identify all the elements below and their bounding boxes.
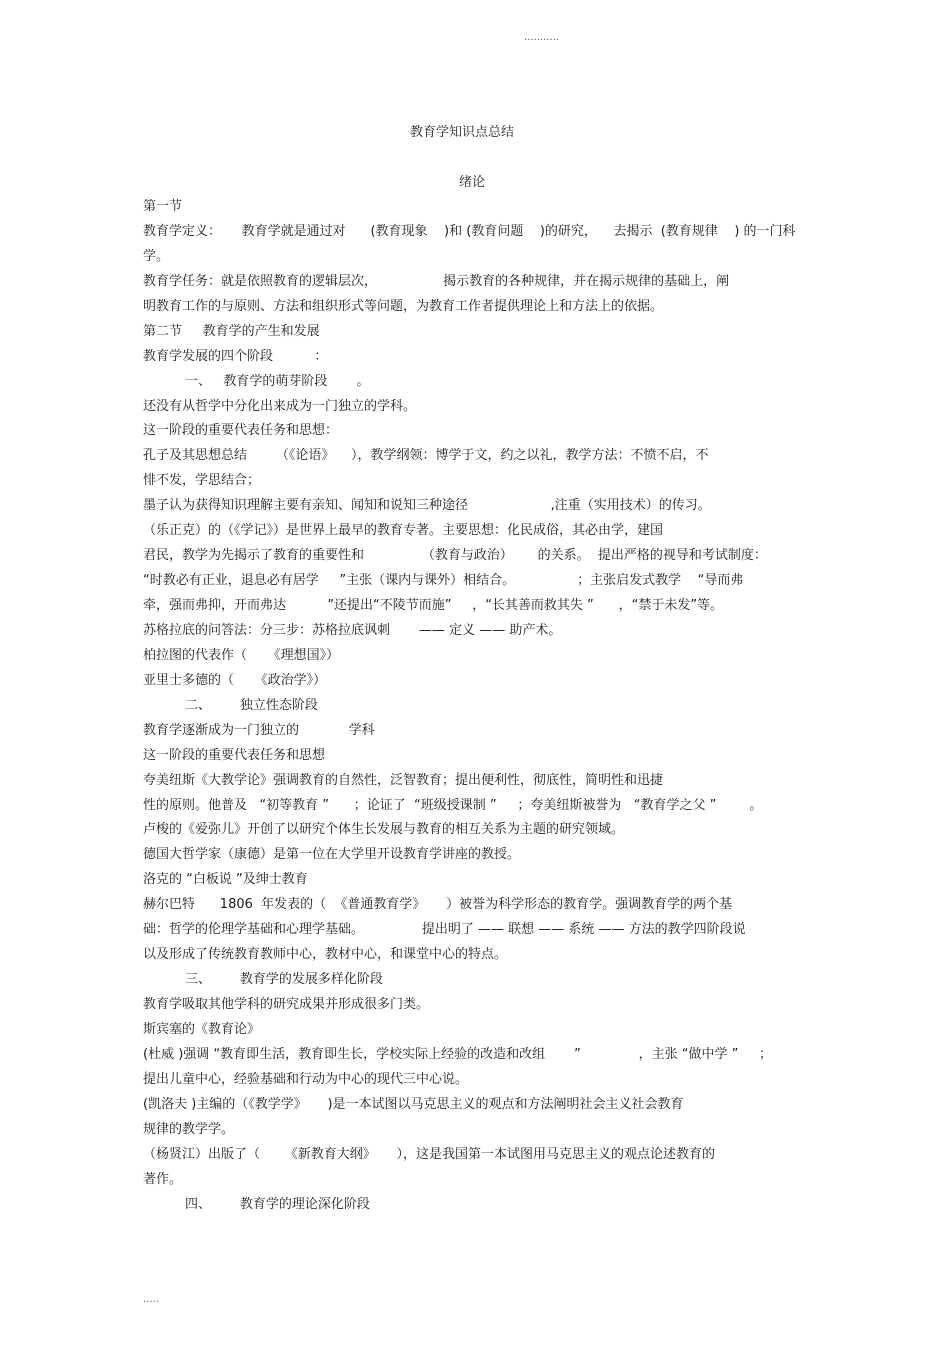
chapter-heading: 绪论	[458, 175, 485, 190]
paragraph-line: 亚里士多德的（ 《政治学》）	[143, 672, 327, 688]
paragraph-line: 还没有从哲学中分化出来成为一门独立的学科。	[143, 398, 417, 414]
paragraph-line: (凯洛夫 )主编的（《教学学》 )是一本试图以马克思主义的观点和方法阐明社会主义社会教育	[143, 1096, 684, 1112]
body-text	[143, 195, 803, 1217]
paragraph-line: （杨贤江）出版了（ 《新教育大纲》 ），这是我国第一本试图用马克思主义的观点论述教育的	[143, 1146, 715, 1162]
document-title: 教育学知识点总结	[409, 125, 514, 140]
paragraph-line: （乐正克）的（《学记》）是世界上最早的教育专著。主要思想：化民成俗，其必由学，建国	[143, 523, 664, 539]
section-heading: 第一节	[143, 199, 183, 214]
stage-heading: 一、 教育学的萌芽阶段 。	[185, 373, 370, 389]
paragraph-line: 夸美纽斯《大教学论》强调教育的自然性，泛智教育；提出便利性，彻底性，简明性和迅捷	[143, 772, 664, 788]
paragraph-line: (杜威 )强调 “教育即生活，教育即生长，学校实际上经验的改造和改组 ” ，主张 “做中学 ” ；	[143, 1046, 773, 1062]
stage-heading: 四、 教育学的理论深化阶段	[185, 1196, 370, 1212]
paragraph-line: 教育学定义： 教育学就是通过对 (教育现象 )和 (教育问题 )的研究， 去揭示 (教育规律 ) 的一门科	[143, 223, 796, 239]
paragraph-line: 洛克的 “白板说 ”及绅士教育	[143, 872, 308, 888]
stage-heading: 三、 教育学的发展多样化阶段	[185, 972, 383, 988]
paragraph-line: 悱不发，学思结合；	[143, 473, 261, 489]
paragraph-line: 提出儿童中心，经验基础和行动为中心的现代三中心说。	[143, 1071, 469, 1087]
paragraph-line: 教育学吸取其他学科的研究成果并形成很多门类。	[143, 997, 430, 1012]
paragraph-line: 牵，强而弗抑，开而弗达 ”还提出“不陵节而施” ，“长其善而救其失 ” ，“禁于未发”等。	[143, 598, 724, 613]
paragraph-line: 苏格拉底的问答法：分三步：苏格拉底讽刺 —— 定义 —— 助产术。	[143, 622, 562, 638]
paragraph-line: “时教必有正业，退息必有居学 ”主张（课内与课外）相结合。 ；主张启发式教学 “导而弗	[143, 573, 744, 589]
paragraph-line: 墨子认为获得知识理解主要有亲知、闻知和说知三种途径 ,注重（实用技术）的传习。	[143, 498, 711, 514]
paragraph-line: 赫尔巴特 1806 年发表的（ 《普通教育学》 ）被誉为科学形态的教育学。强调教育学的两个基	[143, 897, 733, 913]
paragraph-line: 以及形成了传统教育教师中心，教材中心，和课堂中心的特点。	[143, 947, 508, 963]
paragraph-line: 著作。	[143, 1171, 183, 1187]
paragraph-line: 斯宾塞的《教育论》	[143, 1021, 261, 1037]
footer-mark: .....	[143, 1294, 159, 1305]
paragraph-line: 柏拉图的代表作（ 《理想国》）	[143, 647, 340, 663]
paragraph-line: 这一阶段的重要代表任务和思想	[143, 747, 326, 763]
paragraph-line: 教育学发展的四个阶段 ：	[143, 348, 328, 364]
paragraph-line: 性的原则。他普及 “初等教育 ” ；论证了 “班级授课制 ” ；夸美纽斯被誉为 “教育学之父 ” 。	[143, 797, 763, 813]
paragraph-line: 教育学逐渐成为一门独立的 学科	[143, 722, 375, 738]
section-heading: 第二节 教育学的产生和发展	[143, 323, 320, 339]
paragraph-line: 卢梭的《爱弥儿》开创了以研究个体生长发展与教育的相互关系为主题的研究领域。	[143, 822, 625, 838]
paragraph-line: 规律的教学学。	[143, 1121, 235, 1137]
paragraph-line: 明教育工作的与原则、方法和组织形式等问题，为教育工作者提供理论上和方法上的依据。	[143, 298, 664, 314]
stage-heading: 二、 独立性态阶段	[185, 697, 318, 713]
paragraph-line: 础：哲学的伦理学基础和心理学基础。 提出明了 —— 联想 —— 系统 —— 方法的教学四阶段说	[143, 922, 746, 938]
header-mark: ...........	[524, 32, 559, 43]
paragraph-line: 这一阶段的重要代表任务和思想：	[143, 423, 339, 439]
paragraph-line: 君民，教学为先揭示了教育的重要性和 （教育与政治） 的关系。 提出严格的视导和考试制度：	[143, 548, 767, 564]
paragraph-line: 孔子及其思想总结 （《论语》 ），教学纲领：博学于文，约之以礼，教学方法：不愤不启，不	[143, 448, 709, 464]
paragraph-line: 教育学任务：就是依照教育的逻辑层次， 揭示教育的各种规律，并在揭示规律的基础上，阐	[143, 273, 730, 289]
paragraph-line: 学。	[143, 248, 170, 264]
paragraph-line: 德国大哲学家（康德）是第一位在大学里开设教育学讲座的教授。	[143, 847, 521, 863]
